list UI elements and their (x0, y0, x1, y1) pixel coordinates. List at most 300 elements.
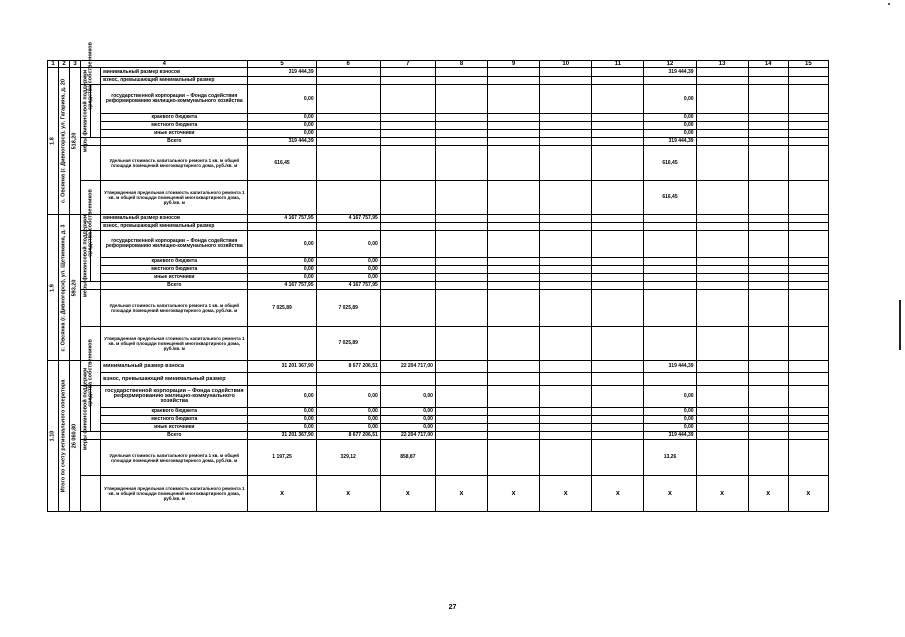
row-label-unit: Удельная стоимость капитального ремонта 1 кв. м общей площади помещений многоквартирного дома, руб./кв. м (101, 440, 248, 476)
value-cell (540, 146, 592, 181)
value-cell (488, 68, 540, 77)
value-cell (592, 85, 644, 114)
column-number-row (48, 61, 829, 68)
value-cell (788, 282, 828, 290)
value-cell (748, 181, 788, 215)
value-cell (380, 146, 435, 181)
col-header: 11 (592, 61, 644, 68)
row-number-text: 1.8 (49, 137, 56, 145)
value-cell (592, 282, 644, 290)
table-row (48, 85, 829, 114)
value-cell (748, 114, 788, 122)
value-cell (248, 223, 316, 231)
row-label-local: местного бюджета (101, 122, 248, 130)
row-area-text: 26 060,80 (71, 423, 78, 449)
own-funds-label-text: средства собственников (87, 42, 94, 110)
support-label (81, 69, 91, 153)
value-cell (696, 290, 748, 327)
capital-repair-table (47, 42, 829, 512)
value-cell (540, 138, 592, 146)
value-cell: х (788, 476, 828, 512)
value-cell (592, 146, 644, 181)
value-cell (435, 215, 487, 223)
value-cell: 0,00 (248, 85, 316, 114)
table-row (48, 181, 829, 215)
value-cell (592, 231, 644, 258)
value-cell: 7 025,89 (316, 290, 380, 327)
value-cell (380, 373, 435, 386)
value-cell (748, 282, 788, 290)
value-cell (540, 440, 592, 476)
value-cell (380, 138, 435, 146)
value-cell (788, 215, 828, 223)
value-cell (540, 122, 592, 130)
value-cell (696, 223, 748, 231)
value-cell (788, 327, 828, 361)
value-cell (748, 146, 788, 181)
col-header: 4 (81, 61, 248, 68)
table-row (48, 476, 829, 512)
value-cell: 319 444,39 (644, 432, 696, 440)
value-cell (316, 181, 380, 215)
row-label-fund: государственной корпорации – Фонда содействия реформированию жилищно-коммунального хозяйства (101, 386, 248, 408)
value-cell (696, 231, 748, 258)
value-cell: х (435, 476, 487, 512)
value-cell (488, 138, 540, 146)
table-row (48, 215, 829, 223)
value-cell: 13,26 (644, 440, 696, 476)
support-label (81, 367, 91, 450)
row-number (48, 215, 59, 361)
value-cell (644, 215, 696, 223)
value-cell: 0,00 (644, 408, 696, 416)
value-cell (644, 373, 696, 386)
value-cell (696, 274, 748, 282)
row-address (59, 68, 70, 215)
value-cell (788, 290, 828, 327)
value-cell (788, 223, 828, 231)
row-label-excess: взнос, превышающий минимальный размер (101, 373, 248, 386)
row-number (48, 68, 59, 215)
value-cell (435, 274, 487, 282)
value-cell (380, 181, 435, 215)
value-cell (248, 77, 316, 85)
value-cell: 858,87 (380, 440, 435, 476)
value-cell: 319 444,39 (248, 138, 316, 146)
value-cell (435, 85, 487, 114)
value-cell (540, 373, 592, 386)
own-funds-label-text: средства собственников (87, 339, 94, 407)
value-cell: 0,00 (644, 130, 696, 138)
value-cell (435, 223, 487, 231)
value-cell (696, 146, 748, 181)
value-cell: х (592, 476, 644, 512)
row-label-regional: краевого бюджета (101, 408, 248, 416)
value-cell (592, 386, 644, 408)
value-cell (540, 223, 592, 231)
value-cell (696, 373, 748, 386)
value-cell (788, 274, 828, 282)
value-cell: 4 167 757,95 (248, 215, 316, 223)
value-cell (488, 231, 540, 258)
value-cell (748, 85, 788, 114)
value-cell (380, 327, 435, 361)
row-address (59, 215, 70, 361)
value-cell: 0,00 (248, 424, 316, 432)
value-cell: 1 197,25 (248, 440, 316, 476)
value-cell: х (248, 476, 316, 512)
col-header: 1 (48, 61, 59, 68)
value-cell (748, 231, 788, 258)
col-header: 15 (788, 61, 828, 68)
value-cell (592, 290, 644, 327)
value-cell: 0,00 (316, 408, 380, 416)
row-label-limit: Утвержденная предельная стоимость капитального ремонта 1 кв. м общей площади помещений многоквартирного дома, руб./кв. м (101, 476, 248, 512)
value-cell (435, 432, 487, 440)
value-cell (316, 146, 380, 181)
value-cell: х (644, 476, 696, 512)
value-cell (540, 290, 592, 327)
col-header: 12 (644, 61, 696, 68)
value-cell (696, 122, 748, 130)
value-cell (540, 424, 592, 432)
value-cell: 616,45 (644, 181, 696, 215)
value-cell (696, 258, 748, 266)
value-cell (488, 290, 540, 327)
value-cell (592, 274, 644, 282)
value-cell: 4 167 757,95 (248, 282, 316, 290)
value-cell: 0,00 (248, 274, 316, 282)
support-label-text: меры финансовой поддержки (82, 367, 89, 450)
row-area (70, 361, 81, 512)
value-cell (435, 146, 487, 181)
value-cell (788, 68, 828, 77)
value-cell (748, 68, 788, 77)
value-cell (788, 77, 828, 85)
value-cell (540, 327, 592, 361)
value-cell: 4 167 757,95 (316, 215, 380, 223)
row-area (70, 215, 81, 361)
value-cell (316, 114, 380, 122)
value-cell (592, 77, 644, 85)
value-cell (592, 424, 644, 432)
row-area (70, 68, 81, 215)
value-cell (592, 432, 644, 440)
value-cell (644, 266, 696, 274)
value-cell: 0,00 (380, 416, 435, 424)
value-cell (435, 290, 487, 327)
row-address-text: с. Овсянка (г. Дивногорск), ул. Гагарина, д. 20 (60, 78, 67, 204)
value-cell (488, 424, 540, 432)
value-cell (748, 138, 788, 146)
value-cell (488, 85, 540, 114)
value-cell (488, 146, 540, 181)
row-number-text: 1.10 (49, 430, 56, 442)
row-label-total: Всего (101, 432, 248, 440)
value-cell (644, 258, 696, 266)
value-cell (435, 416, 487, 424)
value-cell (435, 138, 487, 146)
value-cell (788, 85, 828, 114)
row-label-unit: Удельная стоимость капитального ремонта 1 кв. м общей площади помещений многоквартирного дома, руб./кв. м (101, 146, 248, 181)
value-cell (748, 266, 788, 274)
value-cell: 616,45 (644, 146, 696, 181)
value-cell (435, 408, 487, 416)
value-cell (316, 122, 380, 130)
value-cell (316, 130, 380, 138)
value-cell (748, 424, 788, 432)
value-cell (488, 181, 540, 215)
value-cell (788, 432, 828, 440)
value-cell: 0,00 (248, 258, 316, 266)
value-cell: 7 025,89 (316, 327, 380, 361)
value-cell: 319 444,39 (644, 68, 696, 77)
table-row (48, 416, 829, 424)
value-cell (788, 373, 828, 386)
table-row (48, 440, 829, 476)
value-cell (248, 373, 316, 386)
value-cell: 319 444,39 (644, 361, 696, 373)
value-cell (696, 138, 748, 146)
value-cell (592, 223, 644, 231)
row-label-other: иные источники (101, 274, 248, 282)
value-cell (592, 361, 644, 373)
value-cell: 616,45 (248, 146, 316, 181)
value-cell: 31 201 367,90 (248, 432, 316, 440)
value-cell (435, 327, 487, 361)
value-cell (788, 416, 828, 424)
value-cell (748, 274, 788, 282)
value-cell (540, 231, 592, 258)
scan-artifact (899, 300, 901, 350)
value-cell (488, 114, 540, 122)
value-cell (435, 373, 487, 386)
value-cell (748, 223, 788, 231)
value-cell: 8 677 206,51 (316, 432, 380, 440)
table-row (48, 361, 829, 373)
value-cell (316, 77, 380, 85)
value-cell (592, 138, 644, 146)
col-header: 13 (696, 61, 748, 68)
value-cell: 0,00 (644, 416, 696, 424)
row-label-other: иные источники (101, 424, 248, 432)
row-label-min_fee: минимальный размер взноса (101, 361, 248, 373)
value-cell: 0,00 (316, 424, 380, 432)
value-cell (488, 122, 540, 130)
value-cell (540, 274, 592, 282)
value-cell (644, 231, 696, 258)
value-cell (592, 373, 644, 386)
col-header: 6 (316, 61, 380, 68)
row-address-text: с. Овсянка (г. Дивногорск), ул. Щетинкина, д. 3 (60, 224, 67, 351)
value-cell (540, 85, 592, 114)
value-cell (380, 274, 435, 282)
value-cell (540, 181, 592, 215)
value-cell (748, 361, 788, 373)
value-cell (540, 114, 592, 122)
value-cell (435, 386, 487, 408)
value-cell (488, 386, 540, 408)
value-cell (644, 282, 696, 290)
value-cell (435, 424, 487, 432)
own-funds-label-text: средства собственников (87, 188, 94, 257)
col-header: 9 (488, 61, 540, 68)
row-label-regional: краевого бюджета (101, 114, 248, 122)
value-cell (488, 258, 540, 266)
value-cell (696, 361, 748, 373)
value-cell: 0,00 (248, 266, 316, 274)
value-cell (696, 440, 748, 476)
value-cell (435, 68, 487, 77)
value-cell (788, 386, 828, 408)
value-cell: 329,12 (316, 440, 380, 476)
value-cell (748, 416, 788, 424)
col-header: 3 (70, 61, 81, 68)
value-cell (644, 77, 696, 85)
row-label-other: иные источники (101, 130, 248, 138)
value-cell (788, 440, 828, 476)
value-cell: х (316, 476, 380, 512)
value-cell (748, 432, 788, 440)
row-label-unit: Удельная стоимость капитального ремонта 1 кв. м общей площади помещений многоквартирного дома, руб./кв. м (101, 290, 248, 327)
value-cell (488, 215, 540, 223)
value-cell: 0,00 (316, 416, 380, 424)
value-cell: 0,00 (248, 408, 316, 416)
value-cell (788, 114, 828, 122)
table-row (48, 146, 829, 181)
value-cell: 0,00 (248, 231, 316, 258)
table-row (48, 258, 829, 266)
table-row (48, 327, 829, 361)
col-header: 5 (248, 61, 316, 68)
value-cell (380, 114, 435, 122)
row-label-local: местного бюджета (101, 416, 248, 424)
value-cell (488, 432, 540, 440)
page-number: 27 (448, 604, 457, 611)
value-cell: 0,00 (644, 424, 696, 432)
col-header: 2 (59, 61, 70, 68)
value-cell (248, 181, 316, 215)
value-cell (644, 290, 696, 327)
table-row (48, 223, 829, 231)
value-cell (748, 77, 788, 85)
table-row (48, 386, 829, 408)
value-cell: 319 444,39 (644, 138, 696, 146)
value-cell (435, 130, 487, 138)
value-cell (435, 122, 487, 130)
row-label-local: местного бюджета (101, 266, 248, 274)
value-cell: 31 201 367,90 (248, 361, 316, 373)
value-cell: 0,00 (248, 416, 316, 424)
value-cell (696, 266, 748, 274)
value-cell (696, 327, 748, 361)
value-cell (540, 77, 592, 85)
row-label-total: Всего (101, 282, 248, 290)
row-label-excess: взнос, превышающий минимальный размер (101, 223, 248, 231)
table-row (48, 77, 829, 85)
value-cell: 0,00 (644, 85, 696, 114)
row-label-limit: Утвержденная предельная стоимость капитального ремонта 1 кв. м общей площади помещений многоквартирного дома, руб./кв. м (101, 327, 248, 361)
value-cell: 0,00 (248, 386, 316, 408)
value-cell (488, 77, 540, 85)
value-cell (380, 290, 435, 327)
table-row (48, 130, 829, 138)
value-cell: 22 204 717,00 (380, 361, 435, 373)
value-cell: 0,00 (316, 258, 380, 266)
row-number (48, 361, 59, 512)
value-cell (380, 231, 435, 258)
value-cell (316, 68, 380, 77)
value-cell: 0,00 (316, 274, 380, 282)
value-cell (696, 408, 748, 416)
value-cell (316, 85, 380, 114)
value-cell (540, 266, 592, 274)
support-label-text: меры финансовой поддержки (82, 69, 89, 153)
value-cell (488, 361, 540, 373)
value-cell (748, 122, 788, 130)
value-cell (592, 68, 644, 77)
value-cell (540, 386, 592, 408)
value-cell (540, 432, 592, 440)
row-label-min_fee: минимальный размер взносов (101, 68, 248, 77)
value-cell (788, 122, 828, 130)
table-row (48, 231, 829, 258)
value-cell (788, 138, 828, 146)
value-cell (380, 258, 435, 266)
value-cell (540, 282, 592, 290)
value-cell (696, 114, 748, 122)
value-cell: х (696, 476, 748, 512)
value-cell (380, 122, 435, 130)
value-cell (788, 146, 828, 181)
value-cell (592, 266, 644, 274)
row-area-text: 593,20 (71, 279, 78, 296)
value-cell: 7 025,89 (248, 290, 316, 327)
value-cell (488, 408, 540, 416)
value-cell: 0,00 (644, 114, 696, 122)
value-cell (696, 386, 748, 408)
value-cell (488, 416, 540, 424)
table-row (48, 282, 829, 290)
value-cell (644, 274, 696, 282)
value-cell (316, 223, 380, 231)
value-cell (592, 114, 644, 122)
value-cell (540, 68, 592, 77)
label-spacer (81, 476, 101, 512)
value-cell (592, 327, 644, 361)
row-address-text: Итого по счету регионального оператора (60, 379, 67, 493)
value-cell (435, 181, 487, 215)
table-row (48, 408, 829, 416)
value-cell (788, 130, 828, 138)
scan-artifact (888, 3, 890, 5)
value-cell (592, 416, 644, 424)
table-row (48, 424, 829, 432)
value-cell (788, 231, 828, 258)
value-cell (435, 231, 487, 258)
value-cell (748, 215, 788, 223)
value-cell (488, 327, 540, 361)
row-address (59, 361, 70, 512)
value-cell: 0,00 (316, 266, 380, 274)
row-label-fund: государственной корпорации – Фонда содействия реформированию жилищно-коммунального хозяйства (101, 85, 248, 114)
row-area-text: 518,20 (71, 132, 78, 150)
value-cell: 0,00 (316, 231, 380, 258)
value-cell: 319 444,39 (248, 68, 316, 77)
value-cell (696, 215, 748, 223)
value-cell: 8 677 206,51 (316, 361, 380, 373)
row-label-limit: Утвержденная предельная стоимость капитального ремонта 1 кв. м общей площади помещений многоквартирного дома, руб./кв. м (101, 181, 248, 215)
